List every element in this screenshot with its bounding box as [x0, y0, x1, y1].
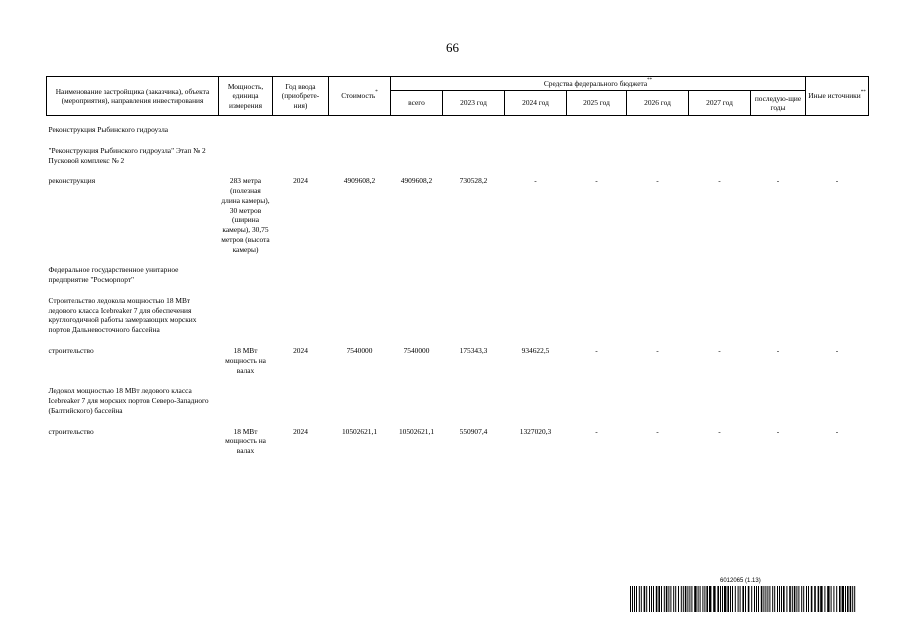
cell-other: -	[835, 346, 839, 356]
cell-2023: 550907,4	[459, 426, 488, 436]
table-header	[47, 77, 869, 116]
cell-other: -	[835, 176, 839, 186]
cell-2024: 934622,5	[521, 346, 550, 356]
cell-cost: 10502621,1	[341, 426, 378, 436]
col-header-capacity: Мощность, единица измерения	[219, 77, 273, 116]
table-body	[47, 116, 869, 458]
other-label: Иные источники	[808, 91, 861, 101]
table-row-object	[47, 144, 869, 168]
cell-later: -	[776, 426, 780, 436]
object-title: "Реконструкция Рыбинского гидроузла" Этап № 2 Пусковой комплекс № 2	[48, 145, 206, 165]
barcode-icon	[630, 586, 857, 612]
section-title: Федеральное государственное унитарное предприятие "Росморпорт"	[48, 265, 179, 285]
col-header-2025: 2025 год	[567, 91, 627, 116]
col-header-later: последую-щие годы	[751, 91, 806, 116]
col-header-other	[806, 77, 869, 116]
cell-2027: -	[718, 176, 721, 186]
cell-year: 2024	[293, 176, 308, 186]
section-title: Реконструкция Рыбинского гидроузла	[48, 125, 169, 134]
col-header-name: Наименование застройщика (заказчика), объекта (мероприятия), направления инвестирования	[47, 77, 219, 116]
cell-cost: 4909608,2	[343, 176, 376, 186]
cell-2026: -	[656, 426, 659, 436]
cell-2026: -	[656, 346, 659, 356]
col-header-federal	[391, 77, 806, 91]
col-header-total: всего	[391, 91, 443, 116]
cell-direction: строительство	[48, 346, 94, 356]
cell-later: -	[776, 176, 780, 186]
table-row	[47, 344, 869, 377]
cell-total: 10502621,1	[398, 426, 435, 436]
cell-direction: строительство	[48, 426, 94, 436]
table-row-section	[47, 263, 869, 287]
table-row-object	[47, 294, 869, 337]
cell-total: 4909608,2	[400, 176, 433, 186]
col-header-cost	[329, 77, 391, 116]
cell-direction: реконструкция	[48, 176, 96, 186]
cell-2025: -	[595, 426, 598, 436]
cost-label: Стоимость	[341, 91, 376, 101]
cell-2026: -	[656, 176, 659, 186]
col-header-2023: 2023 год	[443, 91, 505, 116]
cell-2024: -	[534, 176, 537, 186]
cell-capacity: 18 МВт мощность на валах	[225, 346, 266, 375]
cell-year: 2024	[293, 346, 308, 356]
cell-2027: -	[718, 426, 721, 436]
cell-2025: -	[595, 176, 598, 186]
barcode-number: 6012065 (1.13)	[720, 578, 761, 584]
object-title: Строительство ледокола мощностью 18 МВт ледового класса Icebreaker 7 для обеспечения круглогодичной работы замерзающих морских портов Дальневосточного бассейна	[48, 295, 197, 335]
cell-2027: -	[718, 346, 721, 356]
col-header-2026: 2026 год	[627, 91, 689, 116]
cell-2025: -	[595, 346, 598, 356]
cell-year: 2024	[293, 426, 308, 436]
cell-later: -	[776, 346, 780, 356]
cell-cost: 7540000	[346, 346, 373, 356]
table-row	[47, 174, 869, 256]
col-header-year: Год ввода (приобрете-ния)	[273, 77, 329, 116]
cell-capacity: 18 МВт мощность на валах	[225, 426, 266, 456]
cost-footnote-mark: *	[375, 90, 378, 96]
object-title: Ледокол мощностью 18 МВт ледового класса Icebreaker 7 для морских портов Северо-Западного (Балтийского) бассейна	[48, 386, 209, 415]
cell-2023: 175343,3	[459, 346, 488, 356]
page-number: 66	[446, 40, 459, 55]
cell-total: 7540000	[403, 346, 430, 356]
table-row-section	[47, 123, 869, 137]
col-header-2024: 2024 год	[505, 91, 567, 116]
other-footnote-mark: **	[860, 90, 866, 96]
table-row-object	[47, 384, 869, 417]
cell-2023: 730528,2	[459, 176, 488, 186]
cell-capacity: 283 метра (полезная длина камеры), 30 метров (ширина камеры), 30,75 метров (высота камеры)	[221, 176, 270, 254]
federal-label: Средства федерального бюджета	[543, 78, 648, 88]
col-header-2027: 2027 год	[689, 91, 751, 116]
cell-other: -	[835, 426, 839, 436]
federal-footnote-mark: **	[647, 77, 653, 83]
table-row	[47, 425, 869, 458]
investment-table	[46, 76, 869, 458]
cell-2024: 1327020,3	[519, 426, 552, 436]
